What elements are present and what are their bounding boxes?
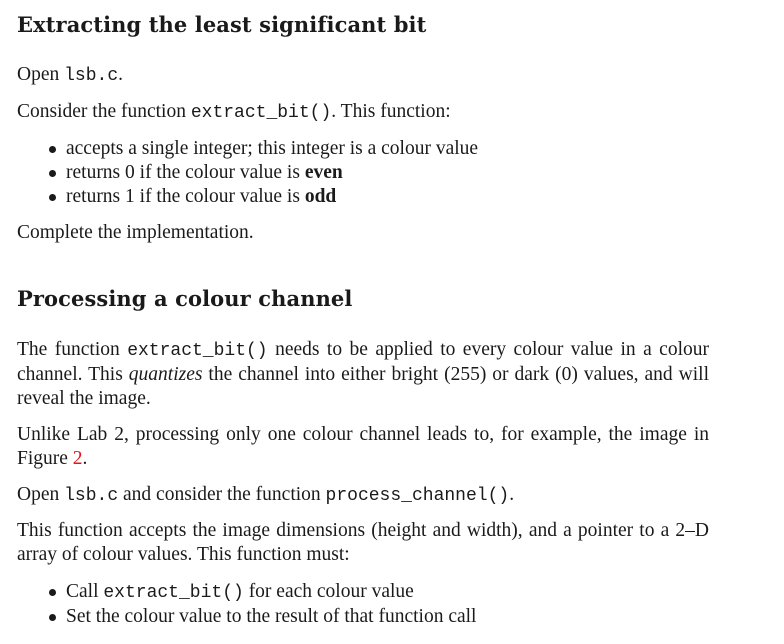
function-name-code: extract_bit() bbox=[103, 583, 244, 603]
list-item: returns 0 if the colour value is even bbox=[47, 161, 478, 185]
bullet-icon bbox=[49, 146, 56, 153]
list-item: Call extract_bit() for each colour value bbox=[47, 580, 476, 605]
process-channel-steps-list bbox=[47, 580, 476, 629]
filename-code: lsb.c bbox=[64, 486, 119, 506]
filename-code: lsb.c bbox=[64, 66, 119, 86]
list-item: returns 1 if the colour value is odd bbox=[47, 185, 478, 209]
function-name-code: extract_bit() bbox=[127, 341, 268, 361]
bullet-icon bbox=[49, 170, 56, 177]
function-requirements-paragraph: This function accepts the image dimensions (height and width), and a pointer to a 2–D array of colour values. This function must: bbox=[17, 520, 709, 565]
open-process-channel-paragraph: Open lsb.c and consider the function process_channel(). bbox=[17, 484, 515, 506]
bullet-icon bbox=[49, 589, 56, 596]
section-heading-processing-channel: Processing a colour channel bbox=[17, 286, 353, 311]
function-behaviour-list bbox=[47, 137, 478, 209]
complete-implementation-paragraph: Complete the implementation. bbox=[17, 222, 254, 243]
lab2-comparison-paragraph: Unlike Lab 2, processing only one colour channel leads to, for example, the image in Figure 2. bbox=[17, 424, 709, 469]
section-heading-extracting-lsb: Extracting the least significant bit bbox=[17, 12, 427, 37]
quantize-paragraph: The function extract_bit() needs to be applied to every colour value in a colour channel. This quantizes the channel into either bright (255) or dark (0) values, and will reveal the image. bbox=[17, 339, 709, 409]
list-item: Set the colour value to the result of that function call bbox=[47, 605, 476, 629]
list-item: accepts a single integer; this integer is a colour value bbox=[47, 137, 478, 161]
bullet-icon bbox=[49, 194, 56, 201]
open-file-paragraph: Open lsb.c. bbox=[17, 64, 124, 86]
figure-reference-link[interactable]: 2 bbox=[72, 448, 83, 469]
consider-function-paragraph: Consider the function extract_bit(). This function: bbox=[17, 101, 451, 123]
function-name-code: process_channel() bbox=[325, 486, 510, 506]
bullet-icon bbox=[49, 614, 56, 621]
function-name-code: extract_bit() bbox=[190, 103, 332, 123]
